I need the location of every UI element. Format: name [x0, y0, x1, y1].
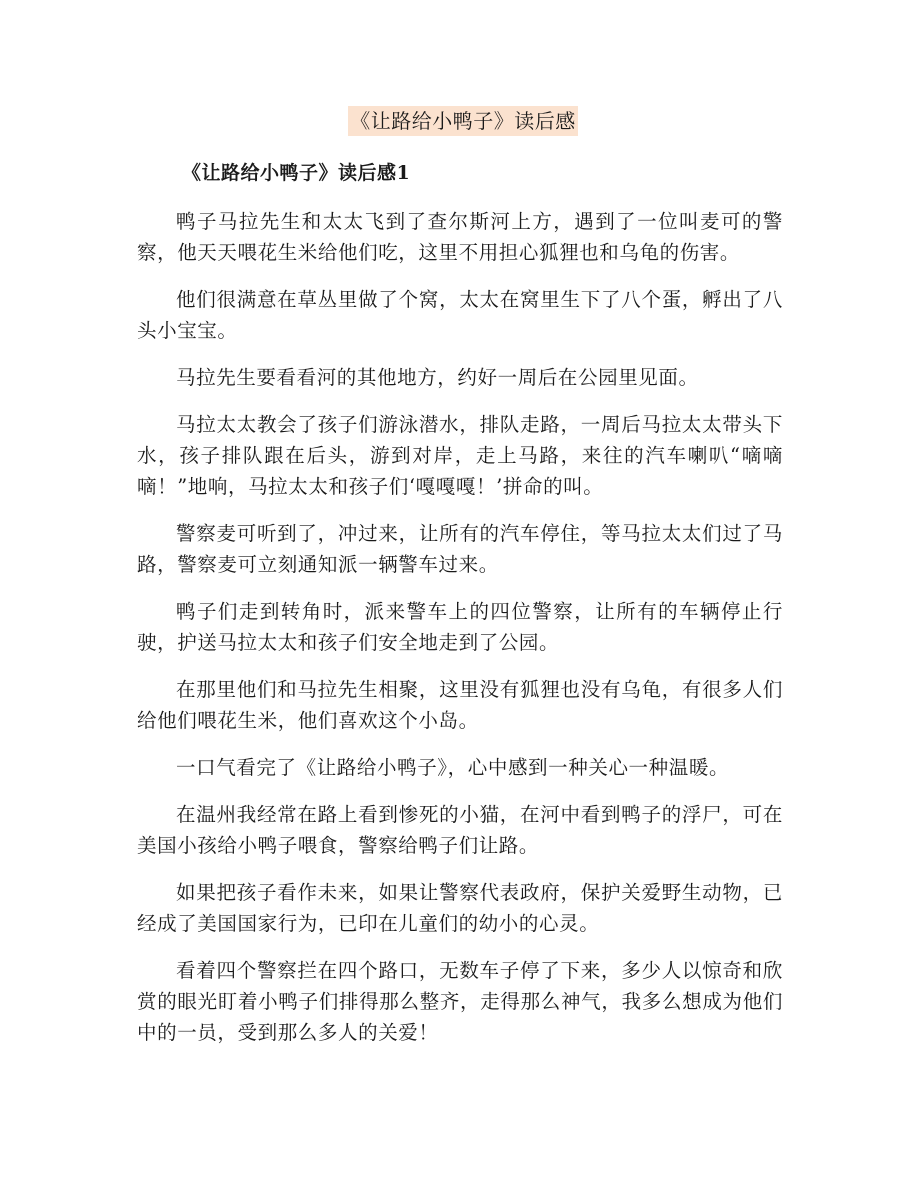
document-title: 《让路给小鸭子》读后感 [348, 106, 578, 136]
paragraph-5: 警察麦可听到了，冲过来，让所有的汽车停住，等马拉太太们过了马路，警察麦可立刻通知派一辆警车过来。 [137, 522, 783, 576]
paragraph-3: 马拉先生要看看河的其他地方，约好一周后在公园里见面。 [176, 366, 699, 389]
paragraph-11: 看着四个警察拦在四个路口，无数车子停了下来，多少人以惊奇和欣赏的眼光盯着小鸭子们排得那么整齐，走得那么神气，我多么想成为他们中的一员，受到那么多人的关爱！ [137, 959, 783, 1044]
paragraph-2: 他们很满意在草丛里做了个窝，太太在窝里生下了八个蛋，孵出了八头小宝宝。 [137, 288, 783, 342]
paragraph-4: 马拉太太教会了孩子们游泳潜水，排队走路，一周后马拉太太带头下水，孩子排队跟在后头，游到对岸，走上马路，来往的汽车喇叭“嘀嘀嘀！”地响，马拉太太和孩子们‘嘎嘎嘎！’拼命的叫。 [137, 413, 783, 498]
paragraph-10: 如果把孩子看作未来，如果让警察代表政府，保护关爱野生动物，已经成了美国国家行为，已印在儿童们的幼小的心灵。 [137, 881, 783, 935]
paragraph-6: 鸭子们走到转角时，派来警车上的四位警察，让所有的车辆停止行驶，护送马拉太太和孩子们安全地走到了公园。 [137, 600, 783, 654]
paragraph-8: 一口气看完了《让路给小鸭子》，心中感到一种关心一种温暖。 [176, 756, 730, 779]
section-heading: 《让路给小鸭子》读后感1 [182, 162, 411, 184]
title-row [0, 106, 920, 136]
document-body [137, 206, 783, 1064]
paragraph-9: 在温州我经常在路上看到惨死的小猫，在河中看到鸭子的浮尸，可在美国小孩给小鸭子喂食，警察给鸭子们让路。 [137, 803, 783, 857]
paragraph-7: 在那里他们和马拉先生相聚，这里没有狐狸也没有乌龟，有很多人们给他们喂花生米，他们喜欢这个小岛。 [137, 678, 783, 732]
paragraph-1: 鸭子马拉先生和太太飞到了查尔斯河上方，遇到了一位叫麦可的警察，他天天喂花生米给他们吃，这里不用担心狐狸也和乌龟的伤害。 [137, 210, 783, 264]
